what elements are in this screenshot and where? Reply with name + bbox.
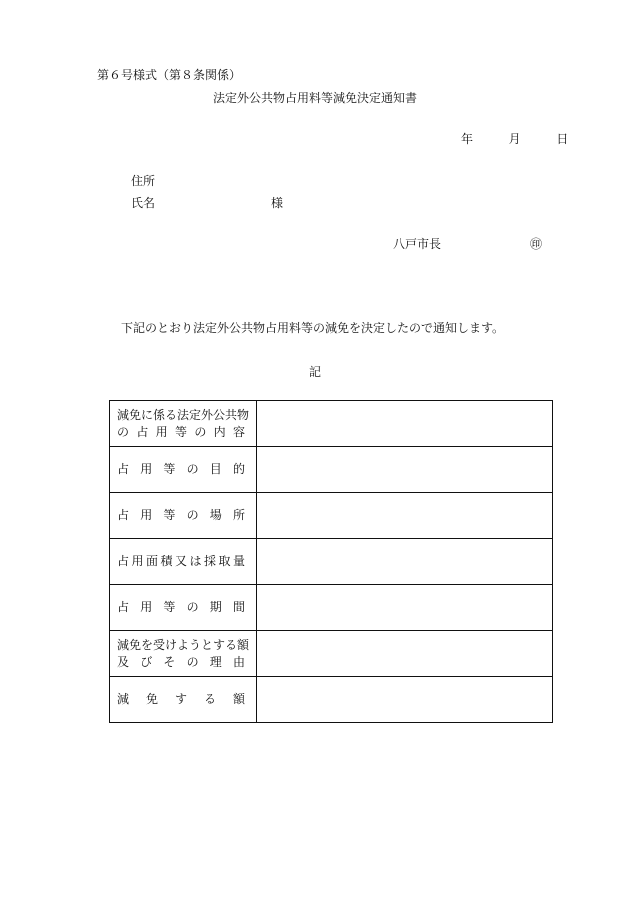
- table-row: [110, 493, 553, 539]
- form-number: 第６号様式（第８条関係）: [97, 68, 242, 82]
- row-label-cell: [110, 677, 257, 723]
- row-label-cell: [110, 631, 257, 677]
- row-label-line1: 占用等の目的: [117, 462, 245, 476]
- row-label-cell: [110, 585, 257, 631]
- row-value-cell[interactable]: [257, 585, 553, 631]
- row-label-line1: 減免に係る法定外公共物: [117, 407, 250, 422]
- table-row: [110, 677, 553, 723]
- table-row: [110, 401, 553, 447]
- seal-mark: ㊞: [530, 237, 543, 251]
- row-value-cell[interactable]: [257, 539, 553, 585]
- document-title: 法定外公共物占用料等減免決定通知書: [212, 91, 417, 105]
- row-label-line1: 占用等の場所: [117, 508, 245, 522]
- table-row: [110, 631, 553, 677]
- row-label-line1: 占用面積又は採取量: [117, 554, 245, 568]
- row-value-cell[interactable]: [257, 447, 553, 493]
- details-table: [109, 400, 553, 723]
- honorific: 様: [271, 196, 284, 210]
- row-label-line1: 減免を受けようとする額: [117, 637, 250, 652]
- date-month-label: 月: [508, 132, 521, 146]
- row-label-cell: [110, 539, 257, 585]
- row-value-cell[interactable]: [257, 493, 553, 539]
- notice-body: 下記のとおり法定外公共物占用料等の減免を決定したので通知します。: [121, 321, 505, 335]
- date-line: [461, 130, 568, 147]
- date-day-label: 日: [556, 132, 569, 146]
- row-label-cell: [110, 447, 257, 493]
- ki-heading: 記: [308, 365, 321, 379]
- row-label-cell: [110, 401, 257, 447]
- row-label-cell: [110, 493, 257, 539]
- row-label-line2: 及びその理由: [117, 654, 245, 669]
- row-value-cell[interactable]: [257, 677, 553, 723]
- address-label: 住所: [131, 174, 156, 188]
- name-label: 氏名: [131, 196, 156, 210]
- row-value-cell[interactable]: [257, 401, 553, 447]
- table-row: [110, 585, 553, 631]
- row-value-cell[interactable]: [257, 631, 553, 677]
- date-year-label: 年: [461, 132, 474, 146]
- row-label-line1: 減免する額: [117, 692, 245, 706]
- table-row: [110, 447, 553, 493]
- row-label-line2: の占用等の内容: [117, 424, 245, 439]
- issuer-mayor: 八戸市長: [393, 237, 442, 251]
- row-label-line1: 占用等の期間: [117, 600, 245, 614]
- table-row: [110, 539, 553, 585]
